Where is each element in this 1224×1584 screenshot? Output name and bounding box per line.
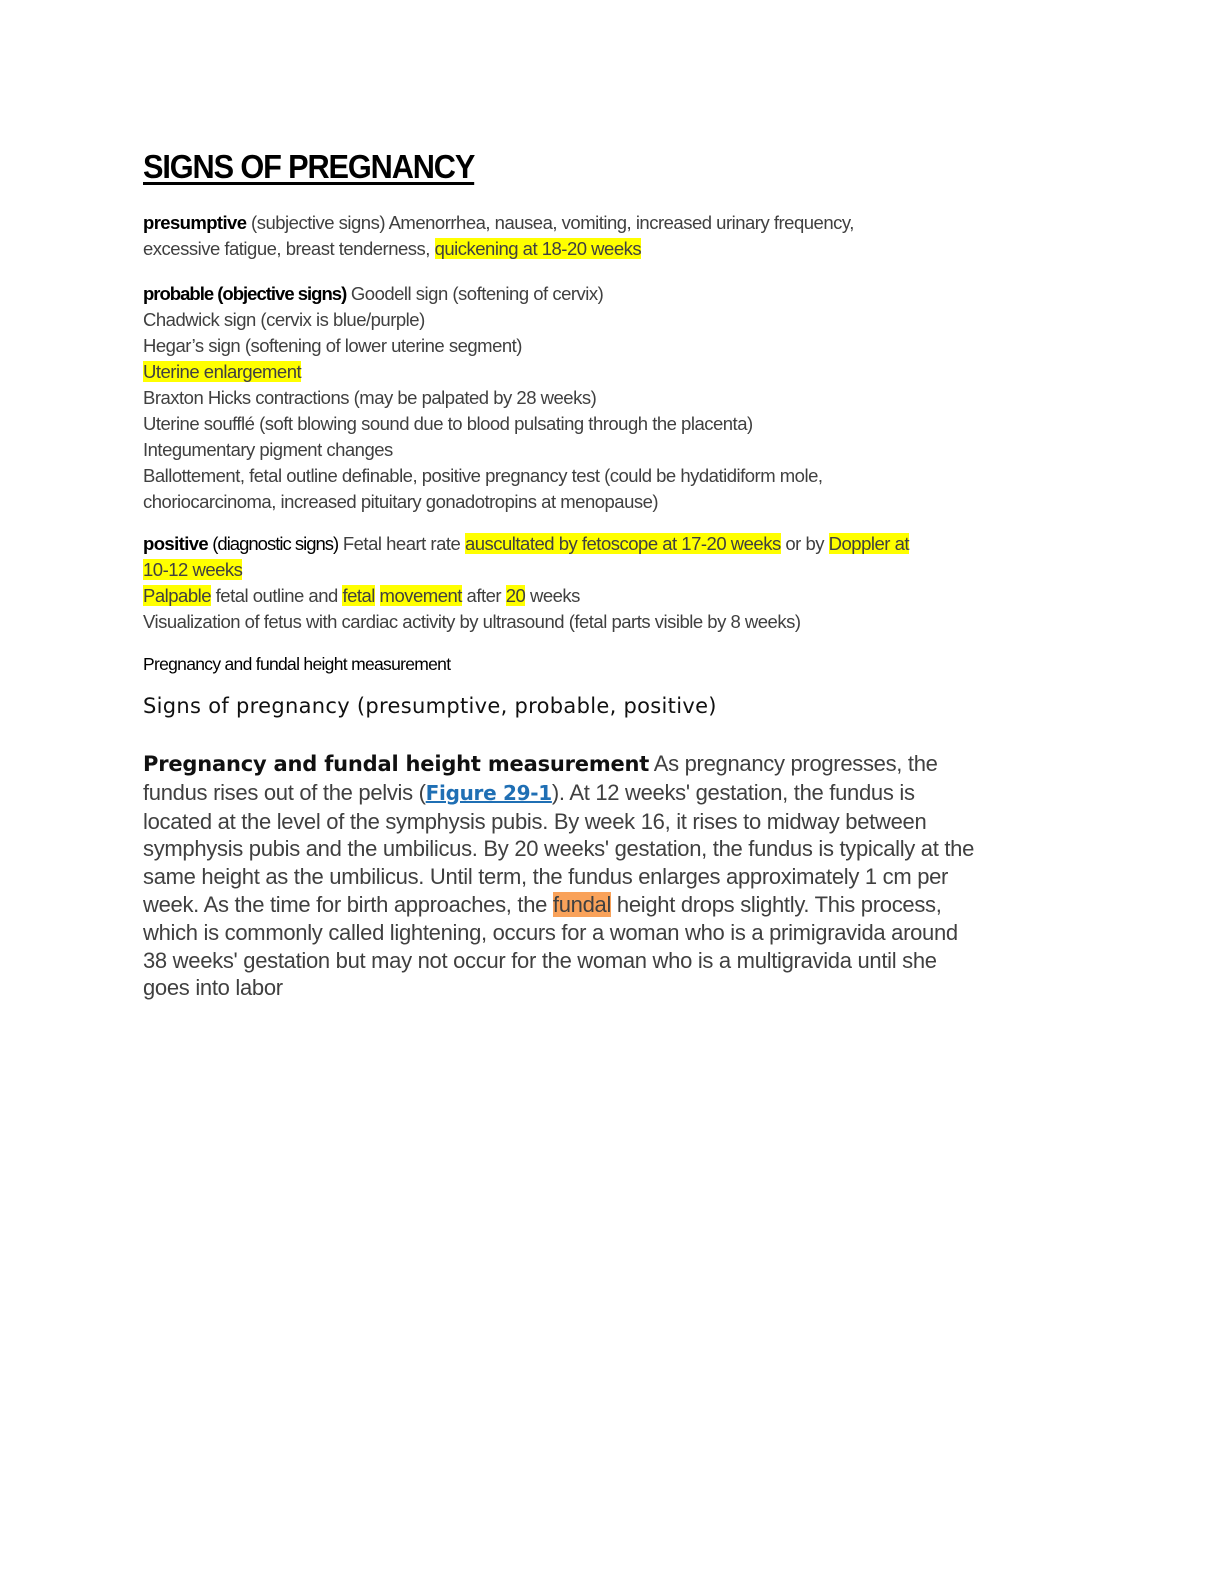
probable-line: Ballottement, fetal outline definable, positive pregnancy test (could be hydatidiform mole,: [143, 465, 823, 486]
highlight-fetal: fetal: [342, 585, 375, 606]
positive-text: weeks: [525, 585, 580, 606]
paragraph-line: [143, 779, 1083, 808]
paragraph-line: goes into labor: [143, 975, 283, 1001]
document-title: SIGNS OF PREGNANCY: [143, 148, 475, 185]
positive-line-3: [143, 583, 1083, 609]
probable-line: Chadwick sign (cervix is blue/purple): [143, 309, 425, 330]
paragraph-line: same height as the umbilicus. Until term, the fundus enlarges approximately 1 cm per: [143, 864, 949, 890]
positive-text: or by: [780, 533, 829, 554]
paragraph-line: which is commonly called lightening, occurs for a woman who is a primigravida around: [143, 919, 958, 945]
paragraph-text: week. As the time for birth approaches, the: [143, 891, 553, 917]
paragraph-text: ). At 12 weeks' gestation, the fundus is: [551, 779, 915, 805]
highlight-fetoscope: auscultated by fetoscope at 17-20 weeks: [464, 533, 781, 554]
probable-line-1: [143, 281, 1083, 307]
paragraph-text: As pregnancy progresses, the: [649, 751, 938, 776]
paragraph-line: located at the level of the symphysis pubis. By week 16, it rises to midway between: [143, 808, 927, 834]
presumptive-text-2: excessive fatigue, breast tenderness,: [143, 238, 435, 259]
paragraph-lead: Pregnancy and fundal height measurement: [143, 752, 650, 776]
fundal-height-paragraph: [143, 750, 1083, 1002]
highlight-uterine-enlargement: Uterine enlargement: [143, 361, 302, 382]
probable-line-highlight: [143, 359, 1083, 385]
presumptive-line-2: [143, 236, 1083, 262]
presumptive-line-1: [143, 210, 1083, 236]
paragraph-text: height drops slightly. This process,: [611, 891, 942, 917]
positive-line-2: [143, 557, 1083, 583]
positive-label-rest: (diagnostic signs): [208, 533, 339, 554]
positive-line-4: Visualization of fetus with cardiac activity by ultrasound (fetal parts visible by 8 weeks): [143, 611, 801, 632]
probable-line: Uterine soufflé (soft blowing sound due to blood pulsating through the placenta): [143, 413, 753, 434]
section-heading-small: Pregnancy and fundal height measurement: [143, 654, 451, 674]
probable-label: probable (objective signs): [143, 283, 347, 304]
highlight-20: 20: [505, 585, 526, 606]
positive-text: after: [461, 585, 506, 606]
probable-text: Goodell sign (softening of cervix): [346, 283, 604, 304]
paragraph-line: symphysis pubis and the umbilicus. By 20 weeks' gestation, the fundus is typically at the: [143, 836, 975, 862]
highlight-palpable: Palpable: [143, 585, 212, 606]
presumptive-text: (subjective signs) Amenorrhea, nausea, vomiting, increased urinary frequency,: [246, 212, 854, 233]
highlight-quickening: quickening at 18-20 weeks: [434, 238, 642, 259]
figure-link[interactable]: Figure 29-1: [425, 780, 552, 805]
probable-line: choriocarcinoma, increased pituitary gonadotropins at menopause): [143, 491, 659, 512]
highlight-movement: movement: [379, 585, 462, 606]
positive-line-1: [143, 531, 1083, 557]
highlight-doppler: Doppler at: [828, 533, 909, 554]
probable-line: Hegar’s sign (softening of lower uterine segment): [143, 335, 522, 356]
presumptive-label: presumptive: [143, 212, 247, 233]
probable-section: [143, 281, 1083, 515]
paragraph-line: 38 weeks' gestation but may not occur for the woman who is a multigravida until she: [143, 947, 937, 973]
paragraph-line: [143, 891, 1083, 919]
probable-line: Integumentary pigment changes: [143, 439, 393, 460]
positive-text: Fetal heart rate: [338, 533, 465, 554]
paragraph-line: [143, 750, 1083, 779]
section-heading: Signs of pregnancy (presumptive, probable, positive): [143, 694, 717, 718]
probable-line: Braxton Hicks contractions (may be palpated by 28 weeks): [143, 387, 597, 408]
paragraph-text: fundus rises out of the pelvis (: [143, 779, 426, 805]
presumptive-section: [143, 210, 1083, 262]
positive-text: fetal outline and: [211, 585, 343, 606]
highlight-fundal: fundal: [552, 891, 612, 917]
highlight-10-12-weeks: 10-12 weeks: [143, 559, 243, 580]
positive-label: positive: [143, 533, 209, 554]
positive-section: [143, 531, 1083, 635]
